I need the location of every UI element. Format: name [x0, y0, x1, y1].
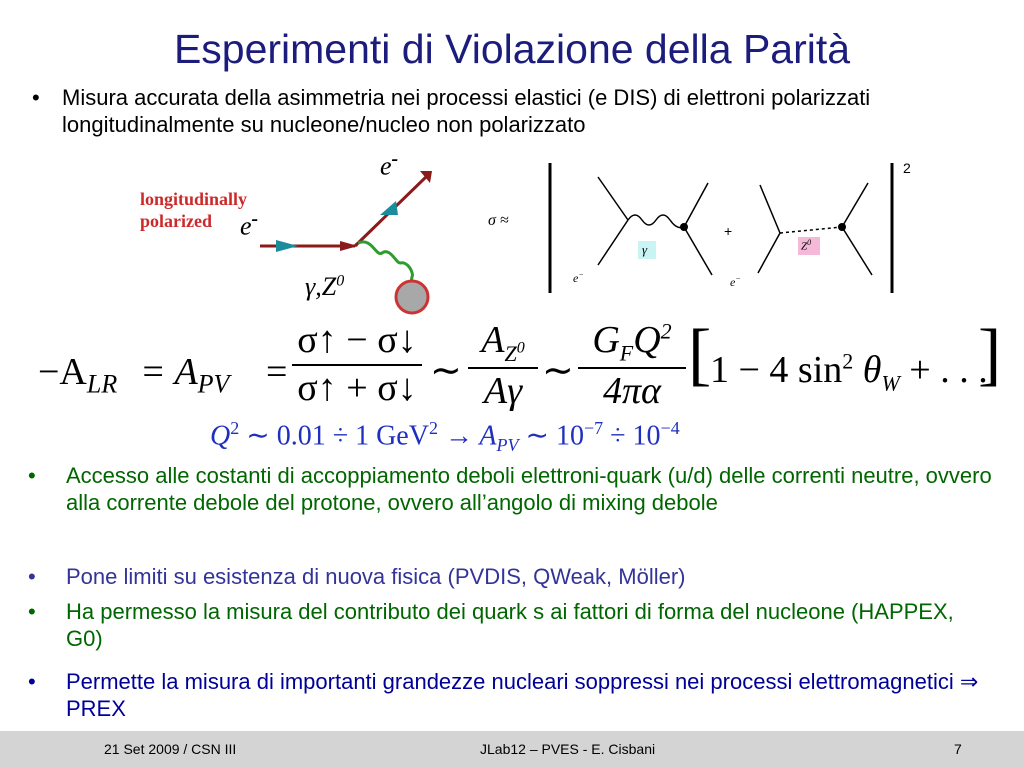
bullet-marker: •	[28, 564, 36, 589]
bullet-marker: •	[28, 669, 36, 694]
footer-title: JLab12 – PVES - E. Cisbani	[480, 741, 656, 757]
bullet-text: Permette la misura di importanti grandezze nucleari soppressi nei processi elettromagnetici ⇒ PREX	[66, 669, 979, 721]
footer-date: 21 Set 2009 / CSN III	[104, 741, 237, 757]
bullet-marker: •	[28, 599, 36, 624]
z-boson-line	[780, 227, 842, 233]
bullet-text: Misura accurata della asimmetria nei processi elastici (e DIS) di elettroni polarizzati longitudinalmente su nucleone/nucleo non polarizzato	[62, 85, 871, 137]
bullet-text: Accesso alle costanti di accoppiamento deboli elettroni-quark (u/d) delle correnti neutre, ovvero alla corrente debole del protone, ovvero all’angolo di mixing debole	[66, 463, 992, 515]
gamma-label: γ	[642, 242, 648, 257]
bullet-marker: •	[28, 463, 36, 488]
bullet-text: Pone limiti su esistenza di nuova fisica (PVDIS, QWeak, Möller)	[66, 564, 686, 589]
outgoing-electron-label: e-	[380, 148, 399, 181]
footer-bar	[0, 731, 1024, 768]
exchange-boson-label: $\gamma,Z^0$	[305, 272, 345, 301]
outgoing-spin-arrow	[380, 201, 398, 215]
page-number: 7	[954, 741, 962, 757]
bullet-text: Ha permesso la misura del contributo dei quark s ai fattori di forma del nucleone (HAPPEX, G0)	[66, 599, 954, 651]
sigma-approx: σ ≈	[488, 212, 509, 229]
polarization-label-line2: polarized	[140, 211, 212, 231]
target-nucleon	[396, 281, 428, 313]
photon-line	[628, 215, 684, 228]
slide-title: Esperimenti di Violazione della Parità	[173, 26, 851, 72]
z0-label: $Z^0$	[801, 238, 812, 253]
incoming-spin-arrow	[276, 240, 298, 252]
incoming-electron-label: e-	[240, 208, 259, 241]
scattering-diagram	[230, 145, 470, 320]
bullet-marker: •	[32, 85, 40, 110]
squared-exponent: 2	[903, 160, 911, 176]
amplitude-diagram	[480, 155, 920, 300]
electron-label-2: e−	[730, 274, 741, 289]
electron-label-1: e−	[573, 270, 584, 285]
kinematics-range: $Q^2$ ∼ 0.01 ÷ 1 $GeV^2 \to A_{PV}$ ∼ $10^{-7} \div 10^{-4}$	[210, 418, 680, 455]
polarization-label-line1: longitudinally	[140, 189, 248, 209]
plus-sign: +	[724, 223, 733, 239]
